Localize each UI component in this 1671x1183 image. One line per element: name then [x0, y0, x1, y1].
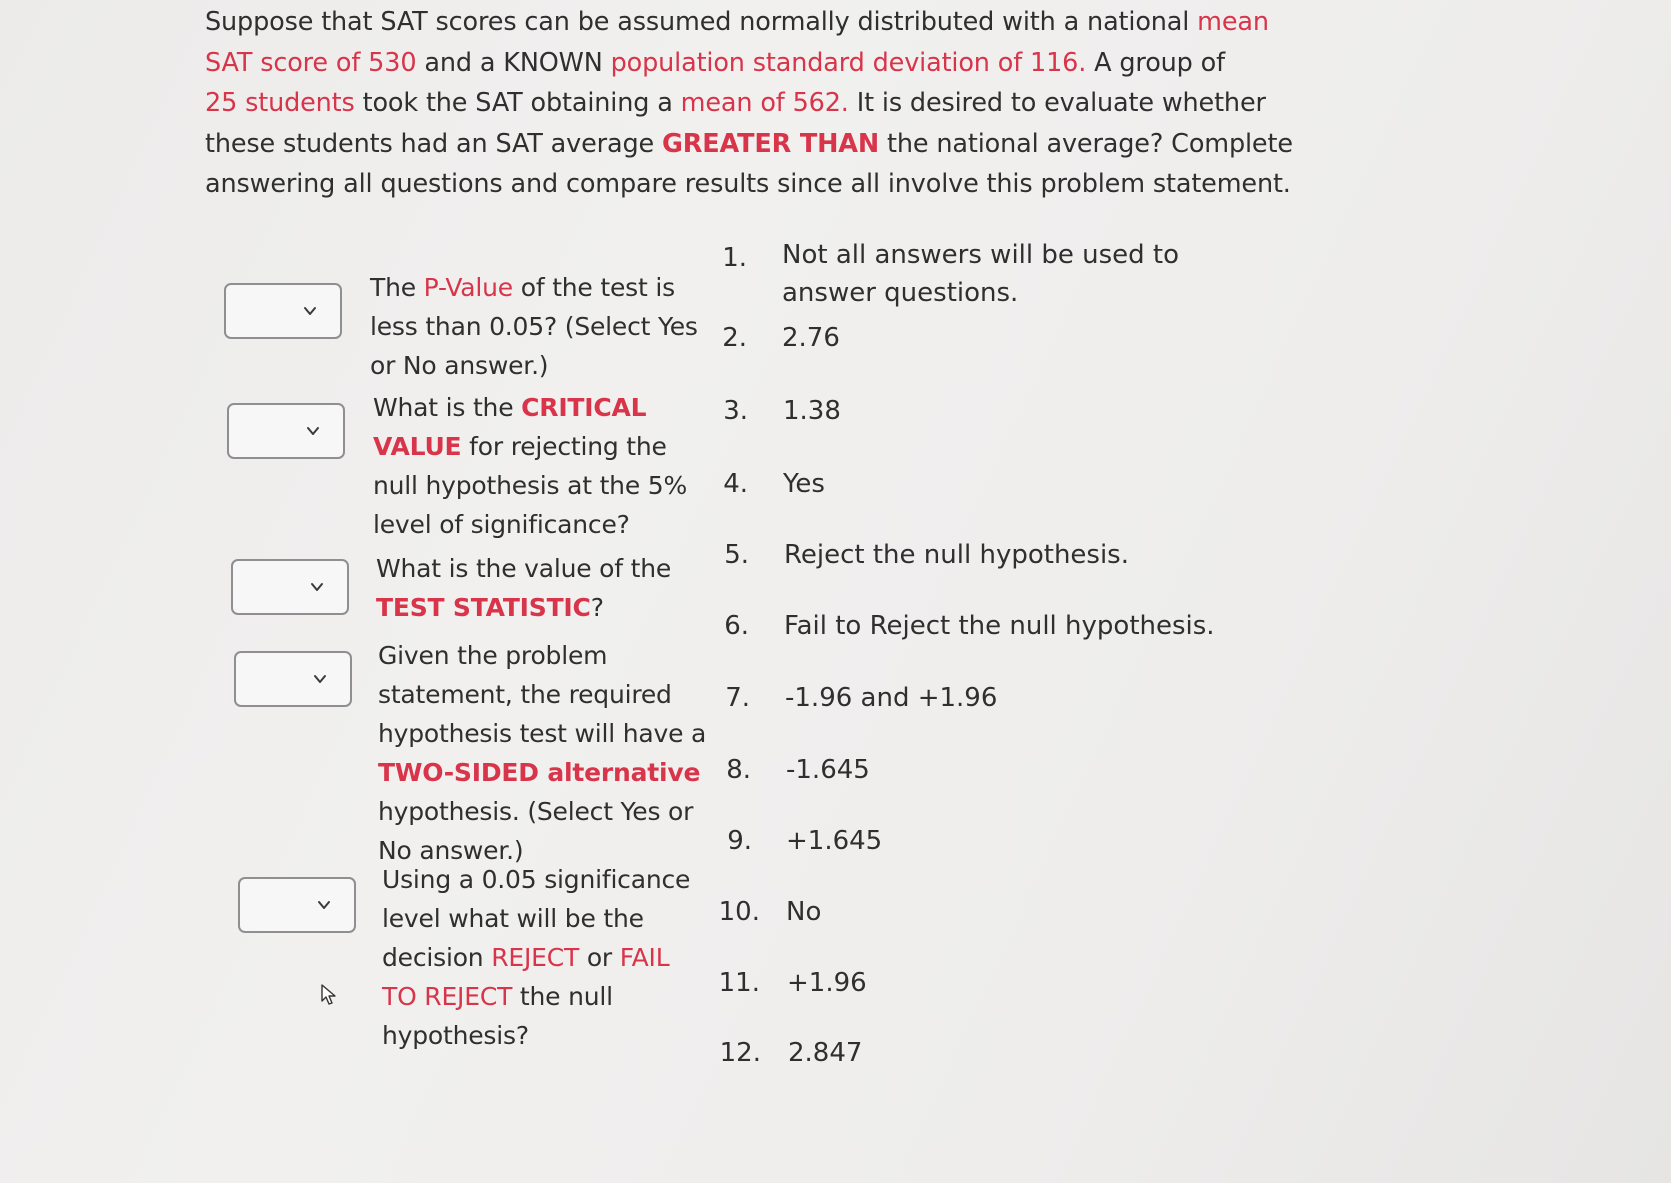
highlighted-text: TO REJECT: [382, 982, 513, 1011]
question-line: [378, 753, 706, 792]
answer-number: 7.: [725, 683, 750, 713]
answer-option-text: No: [786, 897, 822, 927]
text-segment: hypothesis?: [382, 1021, 529, 1050]
answer-option-text: Yes: [783, 469, 825, 499]
text-segment: No answer.): [378, 836, 524, 865]
question-line: [378, 792, 706, 831]
highlighted-text: FAIL: [619, 943, 670, 972]
question-text-2: [373, 388, 687, 544]
answer-number: 9.: [727, 826, 752, 856]
answer-number: 1.: [722, 243, 747, 273]
chevron-down-icon: [305, 423, 321, 439]
answer-dropdown-5[interactable]: [238, 877, 356, 933]
mouse-pointer-icon: [320, 984, 338, 1006]
text-segment: and a KNOWN: [416, 47, 611, 78]
answer-option-text: Fail to Reject the null hypothesis.: [784, 611, 1215, 641]
highlighted-text: mean: [1197, 7, 1269, 37]
text-segment: these students had an SAT average: [205, 128, 662, 159]
question-line: [373, 505, 687, 544]
text-segment: The: [370, 273, 424, 302]
text-segment: answering all questions and compare results since all involve this problem statement.: [205, 169, 1291, 199]
highlighted-text: REJECT: [491, 943, 580, 972]
question-line: [373, 466, 687, 505]
highlighted-text: population standard deviation of 116.: [610, 47, 1087, 78]
text-segment: Given the problem: [378, 641, 608, 670]
problem-line: [205, 164, 1295, 205]
question-line: [370, 346, 698, 385]
question-line: [382, 938, 690, 977]
answer-number: 11.: [718, 968, 760, 998]
text-segment: less than 0.05? (Select Yes: [370, 312, 698, 341]
chevron-down-icon: [309, 579, 325, 595]
answer-option-text: -1.645: [786, 755, 870, 785]
highlighted-text: SAT score of 530: [205, 47, 417, 78]
answer-option-text: Reject the null hypothesis.: [784, 540, 1129, 570]
answer-dropdown-1[interactable]: [224, 283, 342, 339]
answer-option-text: +1.645: [786, 826, 883, 856]
problem-line: [205, 124, 1295, 165]
text-segment: Suppose that SAT scores can be assumed normally distributed with a national: [205, 7, 1198, 37]
text-segment: the national average? Complete: [879, 128, 1293, 159]
answer-number: 12.: [719, 1038, 761, 1068]
answer-number: 5.: [724, 540, 749, 570]
answer-option-text: 1.38: [783, 396, 841, 426]
answer-option-text: 2.76: [782, 323, 840, 353]
chevron-down-icon: [302, 303, 318, 319]
problem-line: [205, 43, 1295, 84]
text-segment: hypothesis test will have a: [378, 719, 707, 748]
question-line: [373, 427, 687, 466]
text-segment: What is the value of the: [376, 554, 672, 583]
text-segment: hypothesis. (Select Yes or: [378, 797, 694, 826]
text-segment: statement, the required: [378, 680, 672, 709]
answer-dropdown-4[interactable]: [234, 651, 352, 707]
text-segment: or No answer.): [370, 351, 549, 380]
text-segment: A group of: [1086, 47, 1225, 78]
answer-number: 6.: [724, 611, 749, 641]
question-text-5: [382, 860, 690, 1055]
answer-option-text: Not all answers will be used to: [782, 240, 1180, 270]
chevron-down-icon: [312, 671, 328, 687]
answer-option-text: -1.96 and +1.96: [785, 683, 998, 713]
text-segment: took the SAT obtaining a: [354, 88, 681, 118]
text-segment: null hypothesis at the 5%: [373, 471, 688, 500]
text-segment: decision: [382, 943, 492, 972]
answer-number: 2.: [722, 323, 747, 353]
highlighted-text: 25 students: [205, 88, 355, 118]
answer-dropdown-3[interactable]: [231, 559, 349, 615]
highlighted-text: CRITICAL: [521, 393, 647, 422]
highlighted-text: TWO-SIDED alternative: [378, 758, 701, 787]
answer-option-text: 2.847: [788, 1038, 863, 1068]
question-line: [373, 388, 687, 427]
answer-number: 4.: [723, 469, 748, 499]
text-segment: the null: [512, 982, 613, 1011]
question-line: [378, 714, 706, 753]
question-line: [382, 977, 690, 1016]
answer-dropdown-2[interactable]: [227, 403, 345, 459]
question-text-3: [376, 549, 671, 627]
text-segment: level what will be the: [382, 904, 644, 933]
text-segment: level of significance?: [373, 510, 630, 539]
highlighted-text: VALUE: [373, 432, 462, 461]
highlighted-text: mean of 562.: [680, 88, 849, 118]
text-segment: What is the: [373, 393, 522, 422]
answer-number: 3.: [723, 396, 748, 426]
highlighted-text: GREATER THAN: [661, 128, 880, 159]
question-line: [382, 1016, 690, 1055]
answer-number: 8.: [726, 755, 751, 785]
question-text-4: [378, 636, 706, 870]
question-text-1: [370, 268, 698, 385]
text-segment: Using a 0.05 significance: [382, 865, 691, 894]
problem-line: [205, 2, 1295, 43]
highlighted-text: P-Value: [423, 273, 513, 302]
answer-option-text: answer questions.: [782, 278, 1019, 308]
text-segment: of the test is: [513, 273, 675, 302]
answer-number: 10.: [718, 897, 760, 927]
problem-line: [205, 83, 1295, 124]
highlighted-text: TEST STATISTIC: [376, 593, 591, 622]
chevron-down-icon: [316, 897, 332, 913]
problem-statement: [205, 2, 1295, 205]
question-line: [376, 588, 671, 627]
text-segment: or: [579, 943, 620, 972]
text-segment: for rejecting the: [461, 432, 667, 461]
text-segment: ?: [590, 593, 604, 622]
question-line: [382, 899, 690, 938]
question-line: [376, 549, 671, 588]
question-line: [370, 307, 698, 346]
question-line: [382, 860, 690, 899]
question-line: [370, 268, 698, 307]
answer-option-text: +1.96: [787, 968, 867, 998]
question-line: [378, 636, 706, 675]
question-line: [378, 675, 706, 714]
text-segment: It is desired to evaluate whether: [848, 88, 1266, 118]
